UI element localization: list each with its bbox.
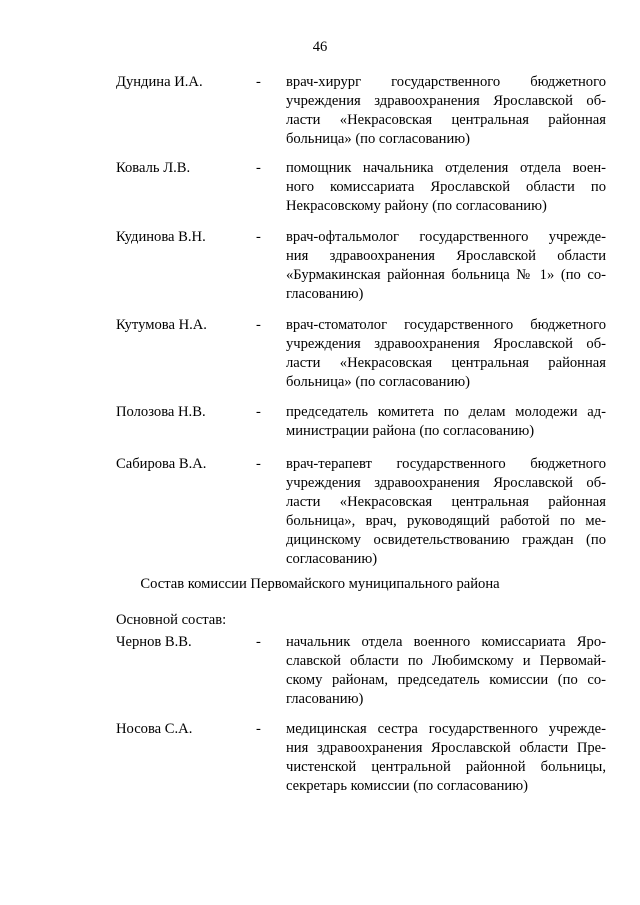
description-line: согласованию) bbox=[286, 551, 378, 567]
member-description bbox=[286, 455, 606, 569]
member-description bbox=[286, 403, 606, 441]
description-line: дицинскому освидетельствованию граждан (по bbox=[286, 532, 606, 548]
description-line: врач-офтальмолог государственного учрежде- bbox=[286, 229, 606, 245]
dash-separator: - bbox=[256, 317, 261, 333]
description-line: гласованию) bbox=[286, 691, 364, 707]
description-line: ния здравоохранения Ярославской области bbox=[286, 248, 606, 264]
description-line: врач-хирург государственного бюджетного bbox=[286, 74, 606, 90]
description-line: чистенской центральной районной больницы, bbox=[286, 759, 606, 775]
description-line: больница» (по согласованию) bbox=[286, 131, 471, 147]
description-line: ласти «Некрасовская центральная районная bbox=[286, 494, 606, 510]
member-description bbox=[286, 159, 606, 216]
description-line: учреждения здравоохранения Ярославской об- bbox=[286, 93, 606, 109]
description-line: Некрасовскому району (по согласованию) bbox=[286, 198, 547, 214]
dash-separator: - bbox=[256, 160, 261, 176]
description-line: ласти «Некрасовская центральная районная bbox=[286, 355, 606, 371]
dash-separator: - bbox=[256, 456, 261, 472]
member-name: Кудинова В.Н. bbox=[116, 229, 206, 245]
member-name: Кутумова Н.А. bbox=[116, 317, 207, 333]
description-line: учреждения здравоохранения Ярославской об- bbox=[286, 475, 606, 491]
description-line: врач-стоматолог государственного бюджетного bbox=[286, 317, 606, 333]
description-line: учреждения здравоохранения Ярославской об- bbox=[286, 336, 606, 352]
page-number: 46 bbox=[312, 39, 328, 55]
description-line: ласти «Некрасовская центральная районная bbox=[286, 112, 606, 128]
description-line: начальник отдела военного комиссариата Яро- bbox=[286, 634, 606, 650]
description-line: больница», врач, руководящий работой по ме- bbox=[286, 513, 606, 529]
section-heading: Состав комиссии Первомайского муниципального района bbox=[140, 576, 500, 592]
member-name: Чернов В.В. bbox=[116, 634, 192, 650]
description-line: ния здравоохранения Ярославской области Пре- bbox=[286, 740, 606, 756]
description-line: министрации района (по согласованию) bbox=[286, 423, 535, 439]
description-line: славской области по Любимскому и Первомай- bbox=[286, 653, 606, 669]
description-line: скому районам, председатель комиссии (по со- bbox=[286, 672, 606, 688]
description-line: ного комиссариата Ярославской области по bbox=[286, 179, 606, 195]
subheading: Основной состав: bbox=[116, 612, 227, 628]
member-name: Дундина И.А. bbox=[116, 74, 203, 90]
member-description bbox=[286, 720, 606, 796]
member-description bbox=[286, 633, 606, 709]
member-description bbox=[286, 316, 606, 392]
member-name: Сабирова В.А. bbox=[116, 456, 207, 472]
member-description bbox=[286, 73, 606, 149]
dash-separator: - bbox=[256, 634, 261, 650]
dash-separator: - bbox=[256, 721, 261, 737]
description-line: секретарь комиссии (по согласованию) bbox=[286, 778, 528, 794]
dash-separator: - bbox=[256, 74, 261, 90]
description-line: помощник начальника отделения отдела воен- bbox=[286, 160, 606, 176]
member-name: Носова С.А. bbox=[116, 721, 193, 737]
dash-separator: - bbox=[256, 404, 261, 420]
description-line: больница» (по согласованию) bbox=[286, 374, 471, 390]
member-description bbox=[286, 228, 606, 304]
description-line: медицинская сестра государственного учрежде- bbox=[286, 721, 606, 737]
description-line: «Бурмакинская районная больница № 1» (по со- bbox=[286, 267, 606, 283]
member-name: Коваль Л.В. bbox=[116, 160, 191, 176]
member-name: Полозова Н.В. bbox=[116, 404, 206, 420]
description-line: гласованию) bbox=[286, 286, 364, 302]
description-line: председатель комитета по делам молодежи ад- bbox=[286, 404, 606, 420]
description-line: врач-терапевт государственного бюджетного bbox=[286, 456, 606, 472]
dash-separator: - bbox=[256, 229, 261, 245]
